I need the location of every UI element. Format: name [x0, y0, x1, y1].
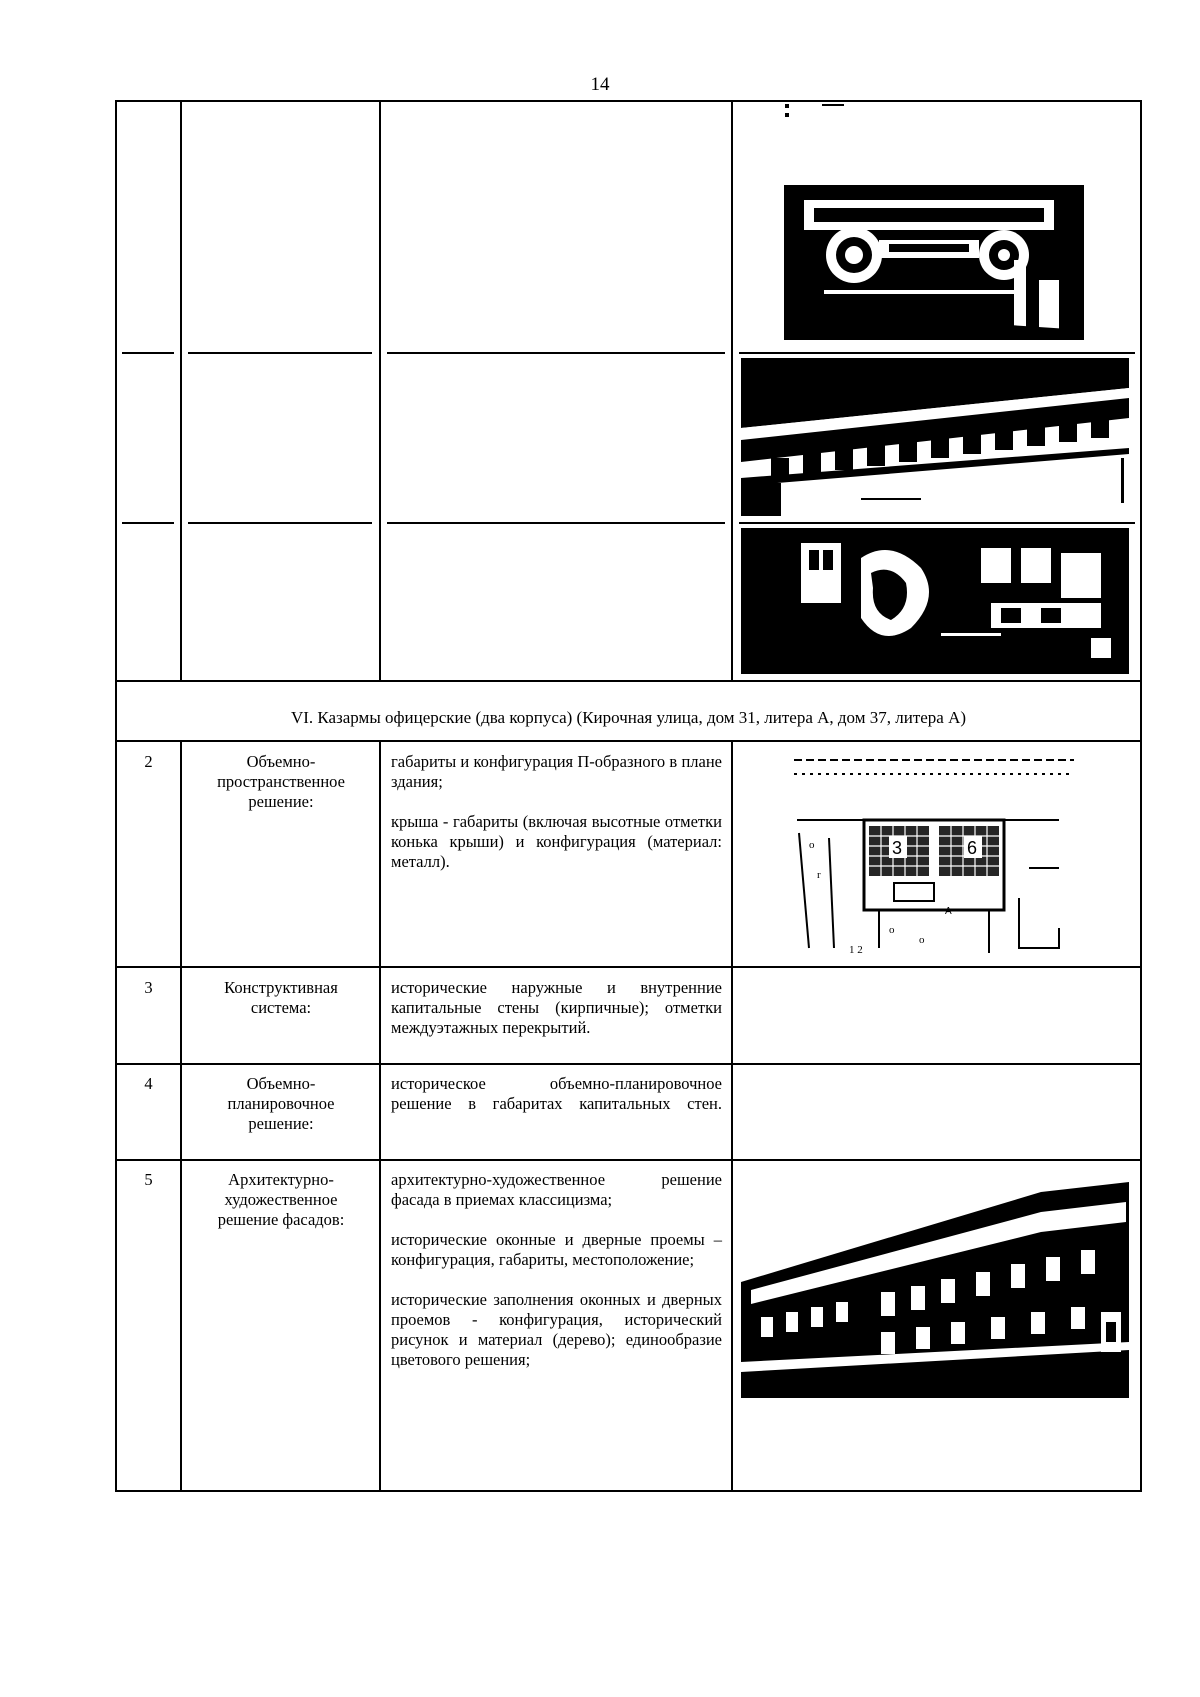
site-plan-image — [789, 748, 1081, 958]
svg-text:o: o — [809, 839, 815, 851]
scan-dots — [785, 104, 789, 118]
section-title: VI. Казармы офицерские (два корпуса) (Кирочная улица, дом 31, литера А, дом 37, литера А) — [290, 708, 967, 727]
description-paragraph: крыша - габариты (включая высотные отметки конька крыши) и конфигурация (материал: металл). — [391, 812, 722, 871]
scan-dash — [822, 104, 844, 106]
element-name: Конструктивная система: — [224, 978, 338, 1017]
description-paragraph: исторические заполнения оконных и дверных проемов - конфигурация, исторический рисунок и материал (дерево); единообразие цветового решения; — [391, 1290, 722, 1369]
row-number: 4 — [144, 1074, 153, 1093]
svg-text:1 2: 1 2 — [849, 944, 863, 956]
element-name: Архитектурно-художественное решение фасадов: — [217, 1170, 345, 1229]
svg-text:o: o — [919, 934, 925, 946]
capital-detail-photo — [784, 160, 1084, 340]
description-paragraph: габариты и конфигурация П-образного в плане здания; — [391, 752, 722, 791]
description-paragraph: историческое объемно-планировочное решение в габаритах капитальных стен. — [391, 1074, 722, 1113]
plan-label: А — [945, 906, 952, 917]
svg-text:r: r — [817, 869, 821, 881]
svg-text:o: o — [889, 924, 895, 936]
plan-label: 6 — [967, 838, 978, 858]
courtyard-photo — [741, 528, 1129, 674]
dentil-cornice-photo — [741, 358, 1129, 516]
element-description: исторические наружные и внутренние капитальные стены (кирпичные); отметки междуэтажных перекрытий. — [391, 978, 722, 1037]
row-number: 2 — [144, 752, 153, 771]
description-paragraph: исторические оконные и дверные проемы – конфигурация, габариты, местоположение; — [391, 1230, 722, 1269]
description-paragraph: архитектурно-художественное решение фасада в приемах классицизма; — [391, 1170, 722, 1209]
element-description — [391, 752, 722, 892]
row-number: 3 — [144, 978, 153, 997]
plan-label: 3 — [892, 838, 903, 858]
element-description — [391, 1170, 722, 1390]
page-number: 14 — [590, 74, 610, 95]
element-description — [391, 1074, 722, 1114]
row-number: 5 — [144, 1170, 153, 1189]
element-name: Объемно-планировочное решение: — [227, 1074, 335, 1133]
facade-photo — [741, 1182, 1129, 1398]
element-name: Объемно-пространственное решение: — [217, 752, 345, 811]
